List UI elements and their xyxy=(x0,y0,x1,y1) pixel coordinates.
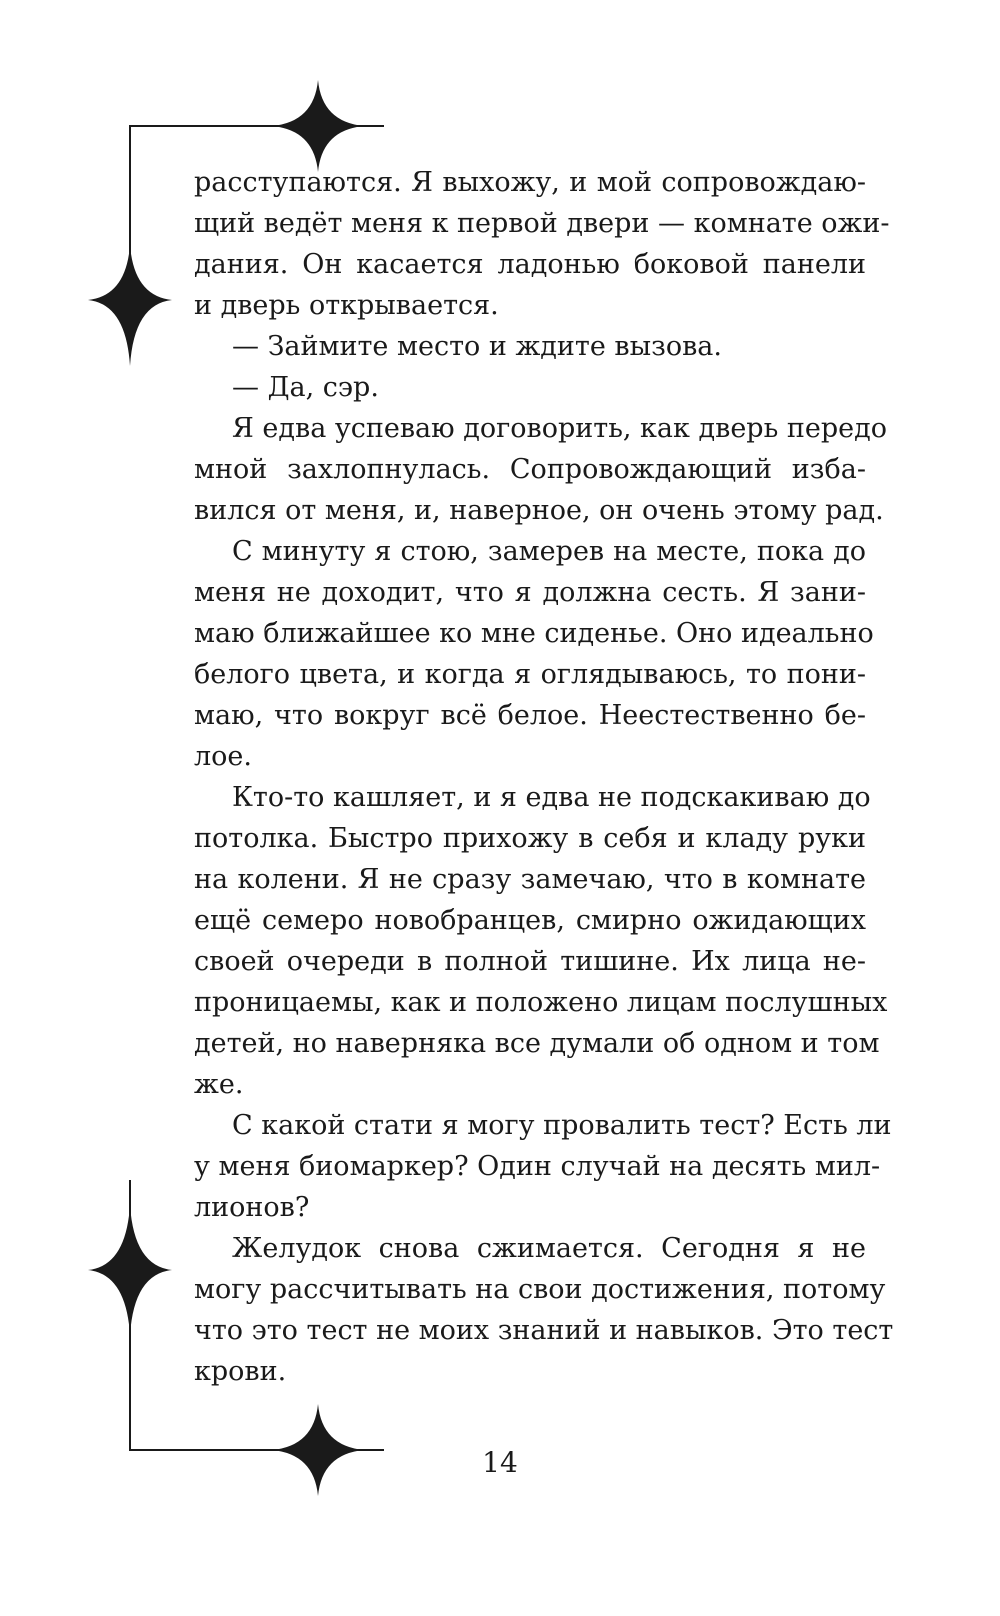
text-line: ещё семеро новобранцев, смирно ожидающих xyxy=(194,905,866,936)
text-line: маю ближайшее ко мне сиденье. Оно идеально xyxy=(194,618,874,649)
text-line: С минуту я стою, замерев на месте, пока до xyxy=(232,536,866,567)
page-number: 14 xyxy=(482,1446,518,1479)
text-line: расступаются. Я выхожу, и мой сопровождаю- xyxy=(194,167,866,198)
text-line: же. xyxy=(194,1069,244,1100)
text-line: С какой стати я могу провалить тест? Есть ли xyxy=(232,1110,892,1141)
text-line: щий ведёт меня к первой двери — комнате ожи- xyxy=(194,208,890,239)
four-point-star-icon xyxy=(88,1205,172,1335)
text-line: белого цвета, и когда я оглядываюсь, то пони- xyxy=(194,659,866,690)
text-line: Желудок снова сжимается. Сегодня я не xyxy=(232,1233,866,1264)
four-point-star-icon xyxy=(272,80,364,172)
text-line: меня не доходит, что я должна сесть. Я зани- xyxy=(194,577,866,608)
text-line: лое. xyxy=(194,741,252,772)
dialogue-line: — Да, сэр. xyxy=(232,372,379,403)
text-line: у меня биомаркер? Один случай на десять мил- xyxy=(194,1151,881,1182)
four-point-star-icon xyxy=(88,245,172,366)
text-line: крови. xyxy=(194,1356,287,1387)
text-line: на колени. Я не сразу замечаю, что в комнате xyxy=(194,864,866,895)
text-line: своей очереди в полной тишине. Их лица не- xyxy=(194,946,866,977)
text-line: могу рассчитывать на свои достижения, потому xyxy=(194,1274,886,1305)
text-line: детей, но наверняка все думали об одном и том xyxy=(194,1028,880,1059)
text-line: Кто-то кашляет, и я едва не подскакиваю до xyxy=(232,782,871,813)
text-line: маю, что вокруг всё белое. Неестественно бе- xyxy=(194,700,866,731)
dialogue-line: — Займите место и ждите вызова. xyxy=(232,331,722,362)
text-line: потолка. Быстро прихожу в себя и кладу руки xyxy=(194,823,866,854)
text-line: мной захлопнулась. Сопровождающий изба- xyxy=(194,454,866,485)
text-line: вился от меня, и, наверное, он очень этому рад. xyxy=(194,495,884,526)
text-line: что это тест не моих знаний и навыков. Это тест xyxy=(194,1315,894,1346)
text-line: лионов? xyxy=(194,1192,310,1223)
text-line: проницаемы, как и положено лицам послушных xyxy=(194,987,888,1018)
text-line: дания. Он касается ладонью боковой панели xyxy=(194,249,866,280)
four-point-star-icon xyxy=(272,1404,364,1496)
text-line: Я едва успеваю договорить, как дверь передо xyxy=(232,413,887,444)
text-line: и дверь открывается. xyxy=(194,290,499,321)
